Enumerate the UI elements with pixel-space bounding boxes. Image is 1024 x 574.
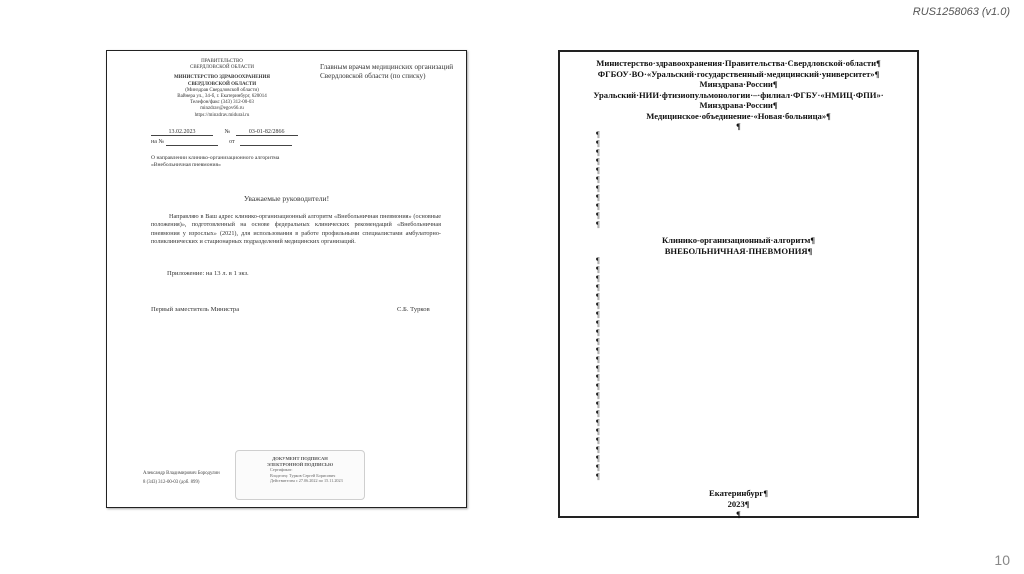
- executor-info: [143, 470, 239, 487]
- signer-name: С.Б. Турков: [397, 306, 430, 313]
- paragraph-mark: ¶: [596, 355, 600, 364]
- paragraph-mark: ¶: [596, 301, 600, 310]
- paragraph-mark: ¶: [596, 337, 600, 346]
- stamp-title-2: ЭЛЕКТРОННОЙ ПОДПИСЬЮ: [266, 461, 334, 467]
- paragraph-mark: ¶: [596, 148, 600, 157]
- paragraph-mark: ¶: [596, 166, 600, 175]
- stamp-validity: Действителен с 27.06.2022 по 15.11.2023: [270, 478, 343, 484]
- paragraph-mark: ¶: [596, 256, 600, 265]
- paragraph-mark: ¶: [596, 220, 600, 229]
- stamp-certificate: Сертификат:: [270, 467, 293, 473]
- on-label: на №: [151, 139, 165, 145]
- header-line: Медицинское·объединение·«Новая·больница»¶: [646, 110, 831, 121]
- paragraph-mark: ¶: [596, 346, 600, 355]
- letter-header-line: СВЕРДЛОВСКОЙ ОБЛАСТИ: [187, 81, 257, 87]
- paragraph-mark: ¶: [596, 364, 600, 373]
- paragraph-mark: ¶: [596, 427, 600, 436]
- paragraph-mark: ¶: [596, 418, 600, 427]
- paragraph-mark: ¶: [596, 400, 600, 409]
- paragraph-mark: ¶: [596, 391, 600, 400]
- paragraph-mark: ¶: [596, 130, 600, 139]
- letter-body: Направляю в Ваш адрес клинико-организационный алгоритм «Внебольничная пневмония» (основные положения)», подготовленный на основе федеральных клинических рекомендаций «Внебольничная пневмония у взрослых» (2021), для использования в работе профильными специалистами амбулаторно-поликлинических и стационарных подразделений медицинских организаций.: [151, 213, 441, 245]
- paragraph-mark: ¶: [596, 328, 600, 337]
- paragraph-mark: ¶: [596, 463, 600, 472]
- paragraph-mark: ¶: [596, 139, 600, 148]
- paragraph-mark: ¶: [596, 319, 600, 328]
- paragraph-mark: ¶: [596, 202, 600, 211]
- paragraph-mark: ¶: [596, 472, 600, 481]
- paragraph-mark: ¶: [596, 310, 600, 319]
- attachment-note: Приложение: на 13 л. в 1 экз.: [167, 270, 249, 277]
- letter-header-line: (Минздрав Свердловской области): [185, 87, 259, 93]
- header-line: Уральский·НИИ·фтизиопульмонологии·–·филиал·ФГБУ·«НМИЦ·ФПИ»·: [593, 89, 884, 100]
- reference-number-blank: [166, 139, 218, 146]
- stamp-owner: Владелец: Турков Сергей Борисович: [270, 472, 336, 478]
- paragraph-mark: ¶: [596, 409, 600, 418]
- reg-number: 03-01-82/2866: [236, 129, 298, 136]
- header-line: ФГБОУ·ВО·«Уральский·государственный·медицинский·университет»¶: [597, 68, 880, 79]
- paragraph-mark: ¶: [596, 274, 600, 283]
- slide-number: 10: [994, 552, 1010, 568]
- stamp-title-1: ДОКУМЕНТ ПОДПИСАН: [272, 456, 328, 461]
- greeting: Уважаемые руководители!: [243, 194, 330, 203]
- letter-header-line: https://minzdrav.midural.ru: [194, 112, 250, 118]
- registration-row: [151, 129, 298, 136]
- e-signature-stamp: [235, 450, 365, 500]
- title-line: Клинико-организационный·алгоритм¶: [661, 235, 816, 245]
- reg-date: 13.02.2023: [151, 129, 213, 136]
- paragraph-marks-bottom: [596, 256, 600, 481]
- title-page: [558, 50, 919, 518]
- letter-header-line: МИНИСТЕРСТВО ЗДРАВООХРАНЕНИЯ: [174, 75, 270, 81]
- paragraph-mark: ¶: [596, 382, 600, 391]
- reference-date-blank: [240, 139, 292, 146]
- footer-line: 2023¶: [727, 498, 750, 509]
- signer-position: Первый заместитель Министра: [151, 306, 240, 313]
- executor-name: Александр Владимирович Бородулин: [143, 471, 220, 476]
- header-line: ¶: [736, 121, 741, 131]
- letter-header-line: minzdrav@egov66.ru: [200, 106, 244, 112]
- letter-header-line: Вайнера ул., 34-б, г. Екатеринбург, 620014: [177, 94, 267, 100]
- letter-header-line: ПРАВИТЕЛЬСТВО: [201, 59, 243, 64]
- addressee: Главным врачам медицинских организаций Свердловской области (по списку): [320, 63, 454, 80]
- paragraph-mark: ¶: [596, 157, 600, 166]
- paragraph-mark: ¶: [596, 184, 600, 193]
- reference-row: [151, 139, 292, 146]
- paragraph-mark: ¶: [596, 265, 600, 274]
- reg-number-sign: №: [224, 129, 231, 135]
- letter-header-line: Телефон/факс (343) 312-00-03: [190, 100, 254, 106]
- letter-header-line: СВЕРДЛОВСКОЙ ОБЛАСТИ: [189, 65, 254, 71]
- paragraph-mark: ¶: [596, 436, 600, 445]
- paragraph-mark: ¶: [596, 175, 600, 184]
- footer-line: Екатеринбург¶: [709, 488, 768, 498]
- letter-subject: О направлении клинико-организационного алгоритма «Внебольничная пневмония»: [151, 155, 280, 168]
- paragraph-mark: ¶: [596, 193, 600, 202]
- footer-line: ¶: [736, 509, 741, 519]
- paragraph-mark: ¶: [596, 211, 600, 220]
- executor-phone: 8 (343) 312-00-03 (доб. 899): [143, 479, 200, 485]
- paragraph-mark: ¶: [596, 445, 600, 454]
- title-line: ВНЕБОЛЬНИЧНАЯ·ПНЕВМОНИЯ¶: [664, 245, 813, 256]
- paragraph-mark: ¶: [596, 292, 600, 301]
- paragraph-marks-top: [596, 130, 600, 229]
- header-line: Минздрава·России¶: [699, 79, 778, 89]
- header-line: Министерство·здравоохранения·Правительства·Свердловской·области¶: [596, 58, 881, 68]
- header-line: Минздрава·России¶: [699, 100, 778, 110]
- letter-page: [106, 50, 467, 508]
- document-id: RUS1258063 (v1.0): [912, 6, 1010, 18]
- letter-header: [147, 59, 297, 119]
- paragraph-mark: ¶: [596, 283, 600, 292]
- from-label: от: [229, 139, 235, 145]
- paragraph-mark: ¶: [596, 454, 600, 463]
- paragraph-mark: ¶: [596, 373, 600, 382]
